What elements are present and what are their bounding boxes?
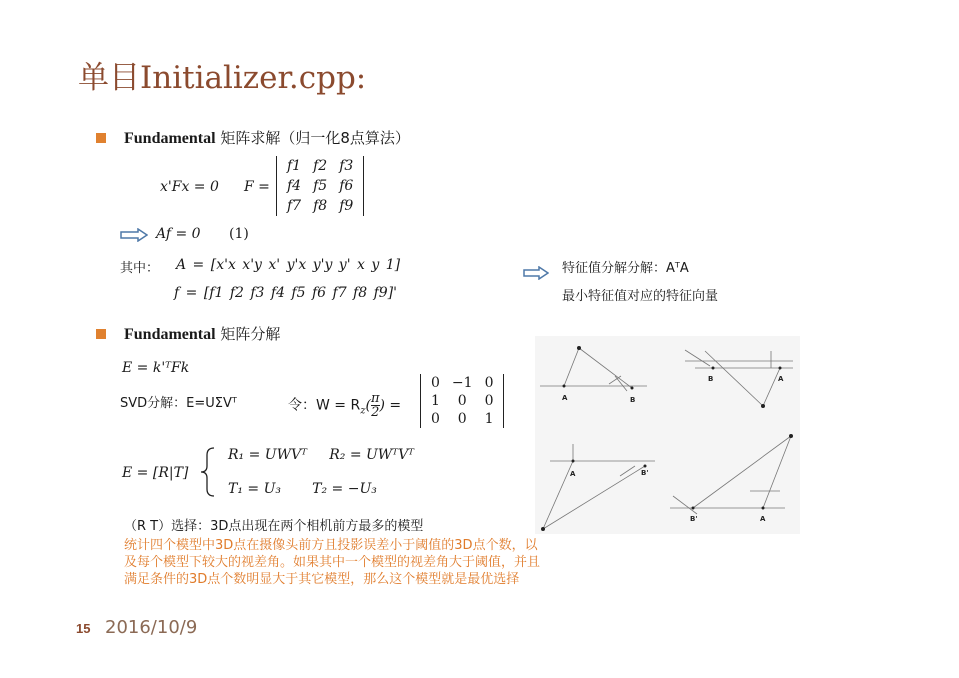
- bullet-icon: [96, 133, 106, 143]
- w-definition-sub: z: [360, 405, 366, 417]
- point-marker: [577, 346, 581, 350]
- min-eigenvector-note: 最小特征值对应的特征向量: [562, 289, 719, 304]
- point-marker: [712, 367, 715, 370]
- w-matrix-cell: 1: [431, 393, 440, 409]
- point-label: A: [570, 470, 576, 478]
- w-matrix-cell: 0: [431, 375, 440, 391]
- point-label: A: [778, 375, 784, 383]
- section2-heading-rest: 矩阵分解: [215, 325, 281, 343]
- model-selection-note: 统计四个模型中3D点在摄像头前方且投影误差小于阈值的3D点个数，以及每个模型下较大的视差角。如果其中一个模型的视差角大于阈值，并且满足条件的3D点个数明显大于其它模型，那么这个模型就是最优选择: [124, 538, 541, 587]
- point-label: B: [708, 375, 714, 383]
- slide-date: 2016/10/9: [105, 617, 198, 638]
- af-equation-number: (1): [229, 226, 249, 242]
- w-matrix: [420, 374, 504, 432]
- f-matrix-cell: f3: [339, 158, 354, 174]
- e-decomposition: E = [R|T]: [122, 465, 189, 481]
- left-brace-icon: [198, 446, 218, 498]
- arrow-right-icon: [523, 266, 549, 280]
- f-matrix-cell: f7: [287, 198, 302, 214]
- f-matrix-cell: f9: [339, 198, 354, 214]
- w-definition-prefix: 令：W = R: [288, 397, 361, 414]
- section1-heading: [124, 127, 410, 148]
- section1-heading-rest: 矩阵求解（归一化8点算法）: [215, 129, 410, 147]
- f-matrix-cell: f2: [313, 158, 328, 174]
- point-label: A: [760, 515, 766, 523]
- point-label: A: [562, 394, 568, 402]
- arrow-right-icon: [120, 228, 148, 242]
- w-matrix-cell: 0: [457, 393, 467, 409]
- bullet-icon: [96, 329, 106, 339]
- point-marker: [761, 404, 765, 408]
- point-marker: [572, 460, 575, 463]
- essential-equation: E = k'ᵀFk: [122, 360, 190, 376]
- fundamental-equation: x'Fx = 0: [160, 179, 219, 195]
- w-matrix-cell: 0: [484, 375, 494, 391]
- point-label: B': [690, 515, 698, 523]
- point-marker: [779, 367, 782, 370]
- f-label: F =: [244, 179, 270, 195]
- where-label: 其中：: [120, 261, 160, 276]
- w-matrix-cell: 0: [484, 393, 494, 409]
- f-matrix: [276, 156, 364, 220]
- w-matrix-cell: 1: [484, 411, 494, 427]
- f-matrix-cell: f5: [313, 178, 328, 194]
- pi-denominator: 2: [371, 405, 380, 420]
- w-definition: 令：$W = R_z$( $\frac{\pi}{2}$ ) =: [288, 391, 402, 420]
- f-matrix-cell: f1: [287, 158, 302, 174]
- point-marker: [692, 507, 695, 510]
- point-label: B': [641, 469, 649, 477]
- rotation-solutions: R₁ = UWVᵀ R₂ = UWᵀVᵀ: [228, 447, 415, 463]
- point-marker: [631, 387, 634, 390]
- section2-heading: [124, 323, 280, 344]
- translation-solutions: T₁ = U₃ T₂ = −U₃: [228, 481, 377, 497]
- af-equation: Af = 0: [156, 226, 201, 242]
- pi-numerator: π: [370, 391, 380, 406]
- f-vector: f = [f1 f2 f3 f4 f5 f6 f7 f8 f9]': [174, 285, 397, 301]
- w-matrix-cell: 0: [431, 411, 440, 427]
- point-label: B: [630, 396, 636, 404]
- f-matrix-cell: f6: [339, 178, 354, 194]
- eigen-decomposition-note: 特征值分解分解：AᵀA: [562, 261, 689, 276]
- point-marker: [541, 527, 545, 531]
- svd-label: SVD分解：E=UΣVᵀ: [120, 396, 237, 411]
- four-solutions-figure: [535, 336, 800, 534]
- point-marker: [563, 385, 566, 388]
- w-matrix-cell: −1: [451, 375, 473, 391]
- point-marker: [762, 507, 765, 510]
- point-marker: [644, 465, 647, 468]
- f-matrix-cell: f4: [287, 178, 302, 194]
- section1-heading-bold: Fundamental: [124, 130, 216, 147]
- a-vector: A = [x'x x'y x' y'x y'y y' x y 1]: [176, 257, 401, 273]
- section2-heading-bold: Fundamental: [124, 326, 216, 343]
- page-number: 15: [76, 621, 91, 636]
- rt-selection-text: （R T）选择：3D点出现在两个相机前方最多的模型: [124, 519, 424, 534]
- page-title: 单目Initializer.cpp:: [78, 60, 367, 96]
- point-marker: [789, 434, 793, 438]
- w-matrix-cell: 0: [457, 411, 467, 427]
- f-matrix-cell: f8: [313, 198, 328, 214]
